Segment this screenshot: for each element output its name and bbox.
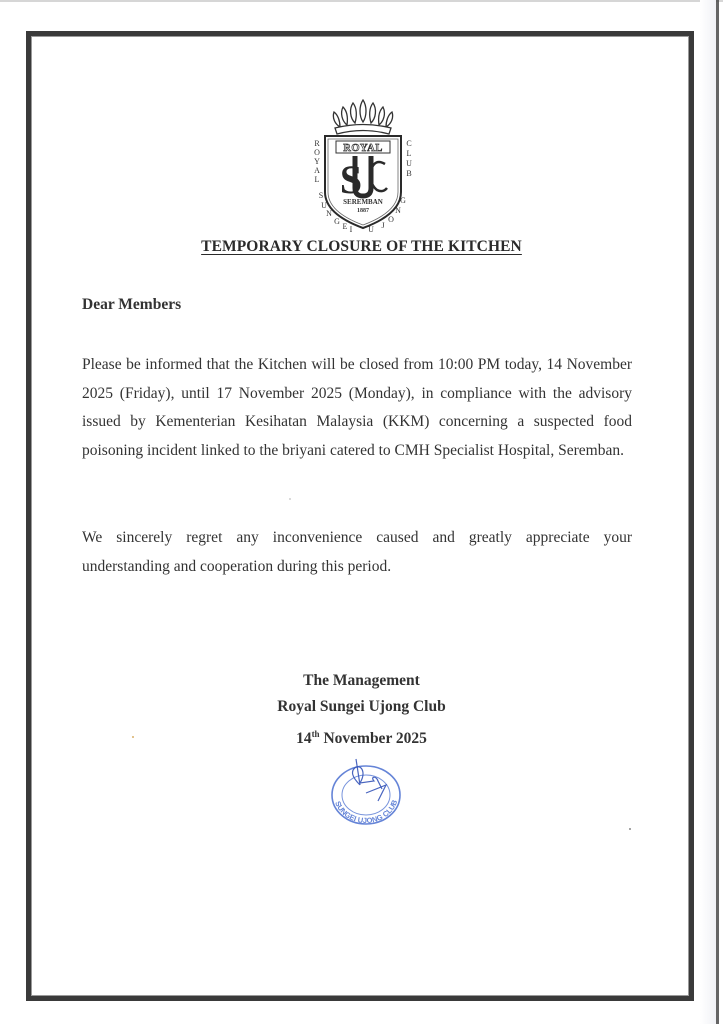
handwritten-signature [353, 759, 386, 801]
signature-date [0, 721, 723, 753]
svg-text:U: U [321, 201, 327, 210]
svg-text:N: N [326, 209, 332, 218]
body-paragraph-apology: We sincerely regret any inconvenience caused and greatly appreciate your understanding and cooperation during this period. [82, 529, 632, 575]
svg-text:L: L [406, 149, 412, 158]
svg-text:Y: Y [314, 157, 320, 166]
svg-text:S: S [318, 191, 324, 200]
notice-title: TEMPORARY CLOSURE OF THE KITCHEN [201, 238, 522, 255]
svg-text:J: J [381, 221, 385, 230]
scan-speck [629, 828, 631, 830]
crown-feathers-icon [333, 100, 392, 127]
svg-text:O: O [314, 148, 320, 157]
signature-date-rest: November 2025 [319, 730, 427, 747]
svg-text:A: A [314, 166, 320, 175]
svg-text:U: U [368, 225, 374, 234]
official-stamp-icon [316, 755, 416, 827]
svg-text:I: I [349, 225, 353, 234]
svg-text:R: R [314, 139, 320, 148]
scan-page-edge [716, 0, 719, 1024]
scan-top-edge [0, 0, 723, 2]
svg-text:B: B [406, 169, 412, 178]
scan-speck [132, 736, 134, 738]
crest-banner-text: ROYAL [343, 143, 383, 154]
signature-club-name: Royal Sungei Ujong Club [277, 698, 446, 715]
svg-text:U: U [406, 159, 412, 168]
crest-year: 1887 [357, 208, 369, 214]
signature-date-suffix: th [311, 729, 320, 739]
svg-text:L: L [314, 175, 320, 184]
svg-text:N: N [395, 206, 401, 215]
signature-management: The Management [303, 672, 420, 689]
salutation: Dear Members [82, 296, 182, 313]
svg-text:E: E [342, 222, 348, 231]
scan-shadow [700, 0, 716, 1024]
scan-speck [289, 498, 291, 500]
svg-text:O: O [388, 215, 394, 224]
svg-text:C: C [406, 139, 412, 148]
stamp-ring-text: SUNGEI UJONG CLUB [333, 798, 400, 826]
club-crest-icon [309, 96, 417, 236]
svg-text:G: G [334, 217, 340, 226]
svg-text:S: S [339, 157, 363, 202]
signature-date-day: 14 [296, 730, 312, 747]
crest-city: SEREMBAN [343, 198, 383, 206]
body-paragraph-closure: Please be informed that the Kitchen will be closed from 10:00 PM today, 14 November 2025 (Friday), until 17 November 2025 (Monday), in compliance with the advisory issued by Kementerian Kesihatan Malaysia (KKM) concerning a suspected food poisoning incident linked to the briyani catered to CMH Specialist Hospital, Seremban. [82, 356, 632, 459]
crown-band [335, 125, 391, 135]
svg-text:G: G [400, 196, 406, 205]
